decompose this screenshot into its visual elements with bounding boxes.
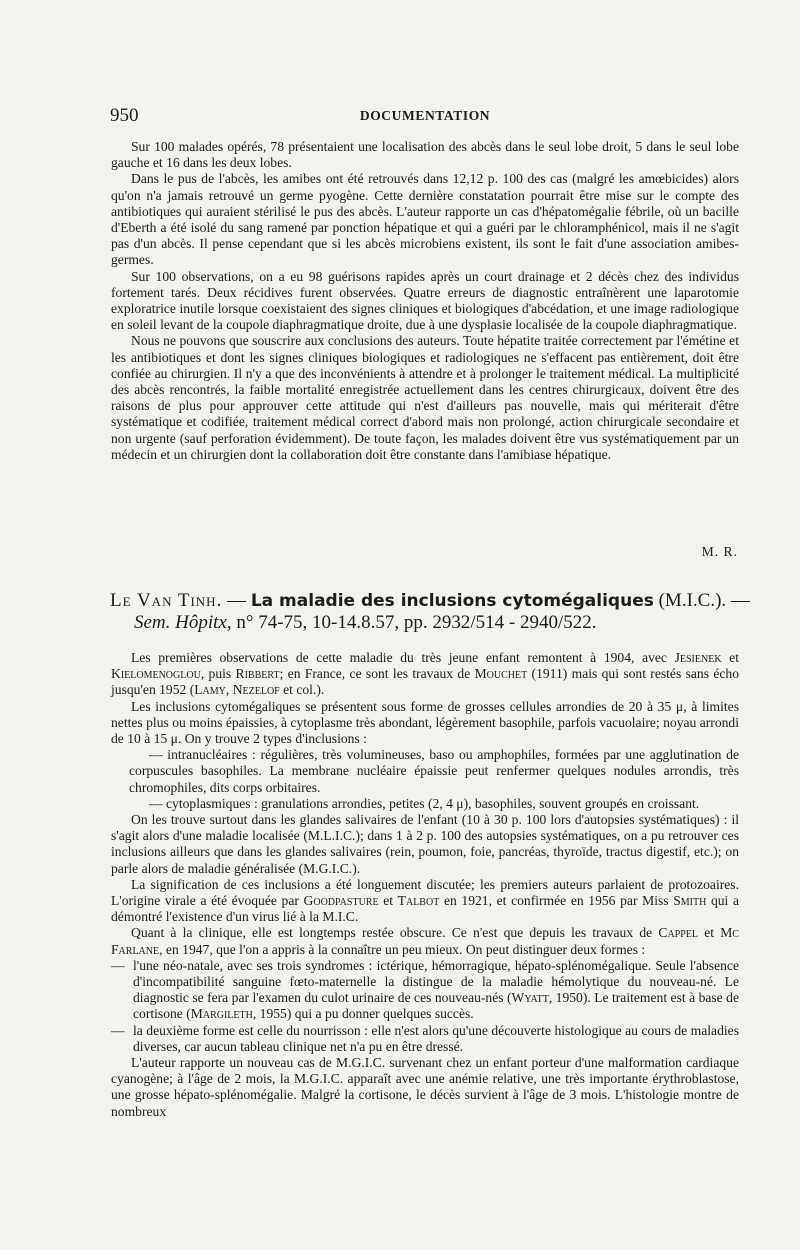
paragraph: Dans le pus de l'abcès, les amibes ont été retrouvés dans 12,12 p. 100 des cas (malgré les amœbicides) alors qu'on n'a jamais retrouvé un germe pyogène. Cette dernière constatation pourrait être mise sur le compte des antibiotiques qui auraient stérilisé le pus des abcès. L'auteur rapporte un cas d'hépatomégalie fébrile, où un bacille d'Eberth a été isolé du sang ramené par ponction hépatique et qui a guéri par le chloramphénicol, mais il ne s'agit pas d'un abcès. Il pense cependant que si les abcès microbiens existent, ils sont le fait d'une association amibes-germes. (111, 171, 739, 268)
article-title: La maladie des inclusions cytomégaliques (250, 591, 654, 611)
paragraph: Les inclusions cytomégaliques se présentent sous forme de grosses cellules arrondies de 20 à 35 μ, à limites nettes plus ou moins épaissies, à cytoplasme très abondant, légèrement basophile, parfois vacuolaire; noyau arrondi de 10 à 15 μ. On y trouve 2 types d'inclusions : (111, 698, 739, 747)
running-head: DOCUMENTATION (359, 108, 491, 123)
article-author: Le Van Tinh. (110, 590, 223, 611)
clinical-form-item: — l'une néo-natale, avec ses trois syndromes : ictérique, hémorragique, hépato-splénomégalique. Seule l'absence d'incompatibilité sanguine fœto-maternelle la distingue de la maladie hémolytique du nouveau-né. Le diagnostic se fera par l'examen du culot urinaire de ces nouveau-nés (Wyatt, 1950). Le traitement est à base de cortisone (Margileth, 1955) qui a pu donner quelques succès. (111, 957, 739, 1022)
page-header (110, 105, 740, 129)
paragraph: Les premières observations de cette maladie du très jeune enfant remontent à 1904, avec Jesienek et Kielomenoglou, puis Ribbert; en France, ce sont les travaux de Mouchet (1911) mais qui sont restés sans écho jusqu'en 1952 (Lamy, Nezelof et col.). (111, 650, 739, 698)
dash-marker: — (111, 957, 125, 973)
journal-name: Sem. Hôpitx, (134, 612, 232, 633)
journal-reference: n° 74-75, 10-14.8.57, pp. 2932/514 - 2940/522. (231, 612, 597, 633)
paragraph: Sur 100 observations, on a eu 98 guérisons rapides après un court drainage et 2 décès chez des individus fortement tarés. Deux récidives furent observées. Quatre erreurs de diagnostic entraînèrent une laparotomie exploratrice inutile lorsque coexistaient des signes cliniques et biologiques d'abcédation, et une image radiologique en soleil levant de la coupole diaphragmatique droite, due à une dysplasie localisée de la coupole diaphragmatique. (111, 268, 739, 333)
clinical-form-item: — la deuxième forme est celle du nourrisson : elle n'est alors qu'une découverte histologique au cours de maladies diverses, car aucun tableau clinique net n'a pu en être dressé. (111, 1022, 739, 1054)
article-abbreviation: (M.I.C.). — (653, 590, 750, 611)
paragraph: La signification de ces inclusions a été longuement discutée; les premiers auteurs parlaient de protozoaires. L'origine virale a été évoquée par Goodpasture et Talbot en 1921, et confirmée en 1956 par Miss Smith qui a démontré l'existence d'un virus lié à la M.I.C. (111, 876, 740, 925)
author-name: Wyatt (511, 990, 549, 1006)
author-name: Talbot (397, 893, 440, 909)
review-continuation (111, 139, 739, 463)
author-name: Nezelof (232, 682, 280, 698)
author-name: Jesienek (674, 650, 722, 665)
reviewer-signature: M. R. (701, 544, 738, 559)
paragraph: Sur 100 malades opérés, 78 présentaient une localisation des abcès dans le seul lobe droit, 5 dans le seul lobe gauche et 16 dans les deux lobes. (111, 139, 739, 171)
title-separator: — (222, 590, 251, 611)
author-name: Mc Farlane (111, 925, 739, 957)
author-name: Smith (673, 893, 707, 909)
article-heading (110, 590, 750, 634)
paragraph: Quant à la clinique, elle est longtemps restée obscure. Ce n'est que depuis les travaux de Cappel et Mc Farlane, en 1947, que l'on a appris à la connaître un peu mieux. On peut distinguer deux formes : (111, 925, 739, 957)
paragraph: Nous ne pouvons que souscrire aux conclusions des auteurs. Toute hépatite traitée correctement par l'émétine et les antibiotiques et dont les signes cliniques biologiques et radiologiques ne s'effacent pas entièrement, doit être confiée au chirurgien. Il n'y a que des inconvénients à attendre et à prolonger le traitement médical. La multiplicité des abcès rencontrés, la faible mortalité enregistrée actuellement dans les centres chirurgicaux, doivent être des raisons de plus pour approuver cette attitude qui n'est d'ailleurs pas nouvelle, mais qui mériterait d'être systématique et codifiée, traitement médical correct d'abord mais non prolongé, action chirurgicale secondaire et non urgente (sauf perforation évidemment). De toute façon, les malades doivent être vus systématiquement par un médecin et un chirurgien dont la collaboration doit être constante dans l'amibiase hépatique. (111, 333, 739, 462)
author-name: Ribbert (235, 666, 280, 682)
paragraph: On les trouve surtout dans les glandes salivaires de l'enfant (10 à 30 p. 100 lors d'autopsies systématiques) : il s'agit alors d'une maladie localisée (M.L.I.C.); dans 1 à 2 p. 100 des autopsies systématiques, on a pu retrouver ces inclusions ailleurs que dans les glandes salivaires (rein, poumon, foie, pancréas, thyroïde, tractus digestif, etc.); on parle alors de maladie généralisée (M.G.I.C.). (111, 812, 739, 876)
paragraph: L'auteur rapporte un nouveau cas de M.G.I.C. survenant chez un enfant porteur d'une malformation cardiaque cyanogène; à l'âge de 2 mois, la M.G.I.C. apparaît avec une anémie relative, une très importante érythroblastose, une grosse hépato-splénomégalie. Malgré la cortisone, le décès survient à l'âge de 3 mois. L'histologie montre de nombreux (111, 1055, 739, 1119)
author-name: Mouchet (474, 666, 528, 682)
inclusion-type-item: — cytoplasmiques : granulations arrondies, petites (2, 4 μ), basophiles, souvent groupés en croissant. (149, 795, 700, 811)
author-name: Goodpasture (303, 893, 379, 909)
page-number: 950 (110, 105, 139, 126)
author-name: Margileth (190, 1006, 253, 1022)
author-name: Cappel (658, 925, 699, 941)
inclusion-type-item: — intranucléaires : régulières, très volumineuses, baso ou amphophiles, formées par une agglutination de corpuscules basophiles. La membrane nucléaire épaissie peut renfermer quelques nodules arrondis, très chromophiles, dits corps orbitaires. (129, 747, 739, 795)
article-body (111, 650, 739, 1120)
author-name: Lamy (194, 682, 226, 698)
dash-marker: — (111, 1022, 125, 1038)
author-name: Kielomenoglou (111, 666, 201, 682)
